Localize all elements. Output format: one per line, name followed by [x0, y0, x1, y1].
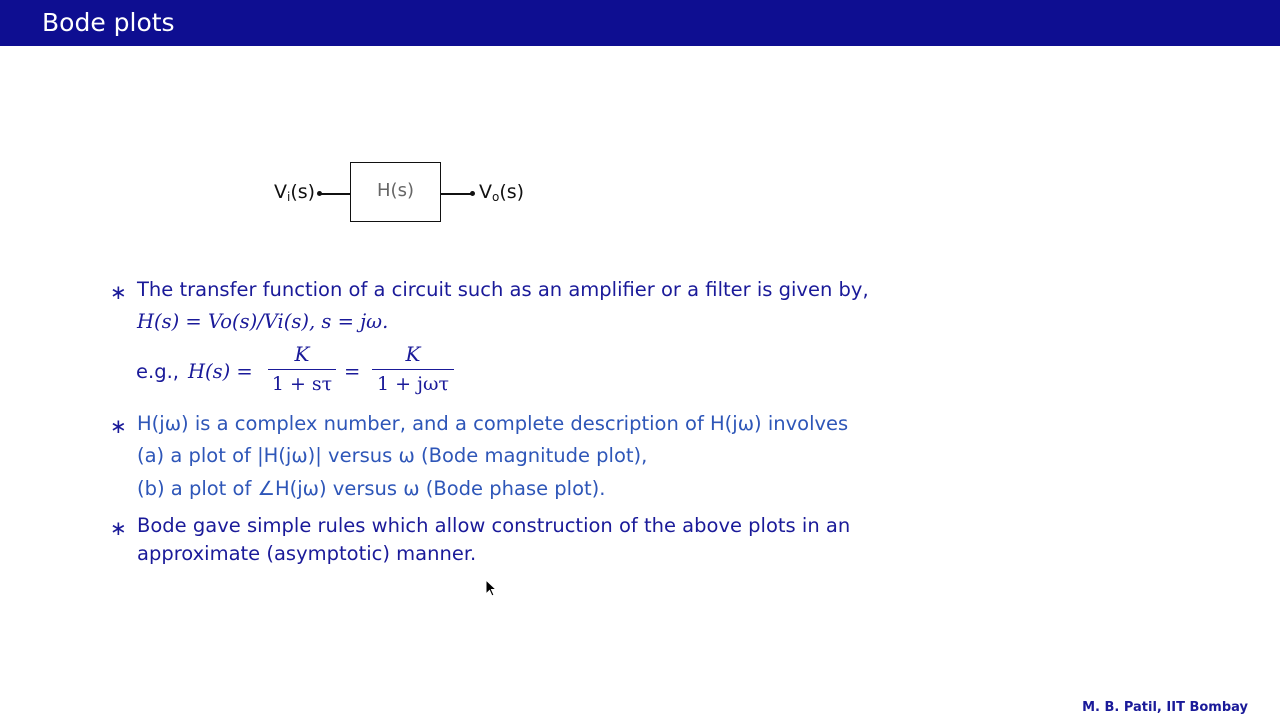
example-equals: =: [344, 360, 361, 383]
bullet-1-equation: H(s) = Vo(s)/Vi(s), s = jω.: [137, 310, 389, 333]
bullet-2-item-b: (b) a plot of ∠H(jω) versus ω (Bode phase plot).: [137, 477, 606, 500]
example-prefix: e.g.,: [136, 360, 179, 383]
bullet-3-text-cont: approximate (asymptotic) manner.: [137, 542, 477, 565]
fraction-2-numerator: K: [405, 342, 421, 366]
bullet-marker: ∗: [110, 280, 127, 304]
bullet-2-text: H(jω) is a complex number, and a complete description of H(jω) involves: [137, 412, 849, 435]
mouse-cursor-icon: [485, 579, 499, 599]
bullet-2-item-a: (a) a plot of |H(jω)| versus ω (Bode magnitude plot),: [137, 444, 648, 467]
fraction-1-bar: [268, 369, 336, 370]
bullet-3-text: Bode gave simple rules which allow construction of the above plots in an: [137, 514, 851, 537]
slide-title: Bode plots: [42, 8, 175, 37]
example-lhs: H(s) =: [188, 360, 253, 383]
bullet-marker: ∗: [110, 516, 127, 540]
bullet-1-text: The transfer function of a circuit such as an amplifier or a filter is given by,: [137, 278, 869, 301]
bullet-marker: ∗: [110, 414, 127, 438]
fraction-1-denominator: 1 + sτ: [271, 373, 333, 396]
fraction-1: [268, 342, 336, 396]
fraction-2-denominator: 1 + jωτ: [377, 373, 449, 396]
footer-credit: M. B. Patil, IIT Bombay: [1082, 700, 1248, 715]
fraction-2: [372, 342, 454, 396]
output-label: $V_o(s)$: [479, 181, 525, 204]
input-label: $V_i(s)$: [274, 181, 316, 204]
fraction-1-numerator: K: [294, 342, 310, 366]
block-label: H(s): [377, 180, 414, 201]
fraction-2-bar: [372, 369, 454, 370]
